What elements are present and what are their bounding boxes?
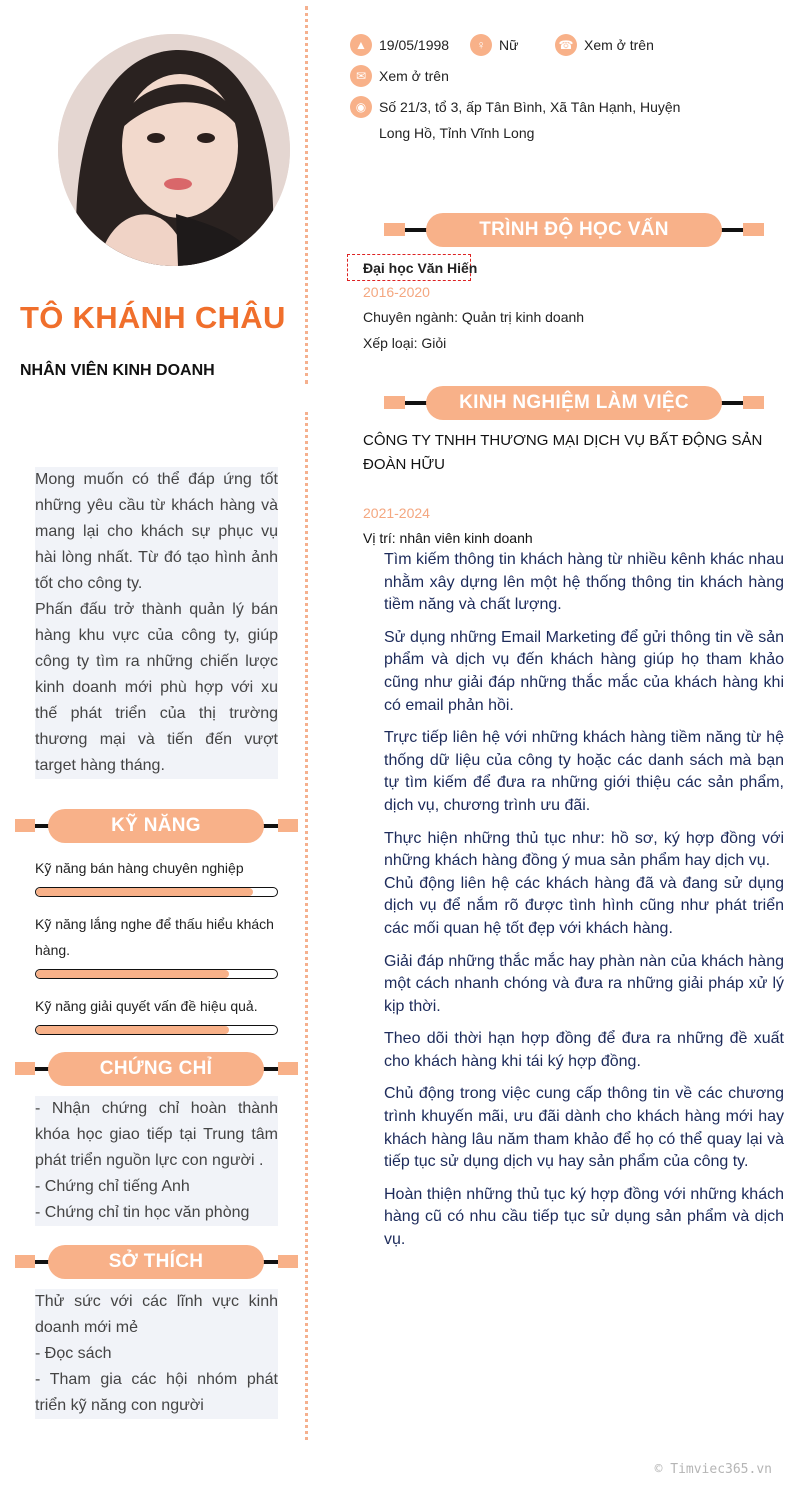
skill-item <box>35 855 278 897</box>
skill-item <box>35 993 278 1035</box>
contact-info <box>350 34 790 154</box>
experience-years: 2021-2024 <box>363 505 430 521</box>
footer-watermark: © Timviec365.vn <box>654 1462 772 1477</box>
hobby-item: - Đọc sách <box>35 1341 278 1367</box>
candidate-position: NHÂN VIÊN KINH DOANH <box>20 362 215 379</box>
skill-level-bar <box>35 887 278 897</box>
skill-level-bar <box>35 1025 278 1035</box>
hobbies-list <box>35 1289 278 1419</box>
avatar <box>58 34 290 266</box>
duty-item: Chủ động liên hệ các khách hàng đã và đang sử dụng dịch vụ để nắm rõ được tình hình cũng như phát triển các mối quan hệ tốt đẹp với khách hàng. <box>384 874 784 937</box>
education-rank: Xếp loại: Giỏi <box>363 335 447 351</box>
career-objective <box>35 467 278 779</box>
address-line-1: Số 21/3, tổ 3, ấp Tân Bình, Xã Tân Hạnh, Huyện <box>379 99 681 115</box>
certificate-item: - Nhận chứng chỉ hoàn thành khóa học giao tiếp tại Trung tâm phát triển nguồn lực con người . <box>35 1096 278 1174</box>
skill-name: Kỹ năng lắng nghe để thấu hiểu khách hàng. <box>35 916 274 958</box>
certificates-list <box>35 1096 278 1226</box>
experience-role: Vị trí: nhân viên kinh doanh <box>363 530 533 546</box>
hobby-item: - Tham gia các hội nhóm phát triển kỹ năng con người <box>35 1367 278 1419</box>
duty-item: Chủ động trong việc cung cấp thông tin về các chương trình khuyến mãi, ưu đãi dành cho khách hàng mới hay khách hàng lâu năm tham khảo để họ có thể quay lại và tiếp tục sử dụng dịch vụ hay sản phẩm của công ty. <box>384 1085 784 1171</box>
duty-item: Trực tiếp liên hệ với những khách hàng tiềm năng từ hệ thống dữ liệu của công ty hoặc các danh sách mà bạn tự tìm kiếm để đưa ra những giới thiệu các sản phẩm, dịch vụ, chương trình ưu đãi. <box>384 729 784 814</box>
candidate-name: TÔ KHÁNH CHÂU <box>20 300 286 335</box>
school-name: Đại học Văn Hiến <box>363 260 478 276</box>
skill-name: Kỹ năng giải quyết vấn đề hiệu quả. <box>35 998 258 1014</box>
duty-item: Theo dõi thời hạn hợp đồng để đưa ra những đề xuất cho khách hàng khi tái ký hợp đồng. <box>384 1030 784 1070</box>
hobbies-title: SỞ THÍCH <box>48 1245 264 1279</box>
hobbies-section-header <box>15 1245 298 1279</box>
certificate-item: - Chứng chỉ tin học văn phòng <box>35 1200 278 1226</box>
gender-icon: ♀ <box>470 34 492 56</box>
skills-list <box>35 855 278 1049</box>
email-value: Xem ở trên <box>379 68 449 84</box>
skill-name: Kỹ năng bán hàng chuyên nghiệp <box>35 860 244 876</box>
address-line-2: Long Hồ, Tỉnh Vĩnh Long <box>379 125 535 141</box>
skills-title: KỸ NĂNG <box>48 809 264 843</box>
birthday-value: 19/05/1998 <box>379 37 450 53</box>
company-name: CÔNG TY TNHH THƯƠNG MẠI DỊCH VỤ BẤT ĐỘNG SẢN ĐOÀN HỮU <box>363 432 763 473</box>
hobby-item: Thử sức với các lĩnh vực kinh doanh mới mẻ <box>35 1289 278 1341</box>
location-icon: ◉ <box>350 96 372 118</box>
duty-item: Tìm kiếm thông tin khách hàng từ nhiều kênh khác nhau nhằm xây dựng lên một hệ thống thông tin khách hàng tiềm năng và chất lượng. <box>384 551 784 614</box>
education-section-header <box>384 213 764 247</box>
experience-section-header <box>384 386 764 420</box>
skill-level-fill <box>36 888 253 896</box>
duty-item: Sử dụng những Email Marketing để gửi thông tin về sản phẩm và dịch vụ đến khách hàng giúp họ tham khảo cũng như giải đáp những thắc mắc của khách hàng khi có email phản hồi. <box>384 628 784 714</box>
duty-item: Hoàn thiện những thủ tục ký hợp đồng với những khách hàng cũ có nhu cầu tiếp tục sử dụng sản phẩm và dịch vụ. <box>384 1185 784 1249</box>
experience-title: KINH NGHIỆM LÀM VIỆC <box>426 386 722 420</box>
divider-top <box>305 6 308 384</box>
mail-icon: ✉ <box>350 65 372 87</box>
duties-list <box>384 549 784 1252</box>
certificates-section-header <box>15 1052 298 1086</box>
gender-value: Nữ <box>499 37 519 53</box>
skill-level-fill <box>36 970 229 978</box>
duty-item: Thực hiện những thủ tục như: hồ sơ, ký hợp đồng với những khách hàng đồng ý mua sản phẩm hay dịch vụ. <box>384 829 784 870</box>
objective-paragraph-1: Mong muốn có thể đáp ứng tốt những yêu cầu từ khách hàng và mang lại cho khách sự phục vụ hài lòng nhất. Từ đó tạo hình ảnh tốt cho công ty. <box>35 467 278 597</box>
duty-item: Giải đáp những thắc mắc hay phàn nàn của khách hàng một cách nhanh chóng và đưa ra những giải pháp xử lý kịp thời. <box>384 952 784 1015</box>
skill-item <box>35 911 278 979</box>
skills-section-header <box>15 809 298 843</box>
divider-bottom <box>305 412 308 1440</box>
education-major: Chuyên ngành: Quản trị kinh doanh <box>363 309 585 325</box>
certificate-item: - Chứng chỉ tiếng Anh <box>35 1174 278 1200</box>
phone-icon: ☎ <box>555 34 577 56</box>
education-title: TRÌNH ĐỘ HỌC VẤN <box>426 213 722 247</box>
cake-icon: ▲ <box>350 34 372 56</box>
skill-level-fill <box>36 1026 229 1034</box>
objective-paragraph-2: Phấn đấu trở thành quản lý bán hàng khu vực của công ty, giúp công ty tìm ra những chiến lược kinh doanh mới phù hợp với xu thế phát triển của thị trường thương mại và tiến đến vượt target hàng tháng. <box>35 597 278 779</box>
skill-level-bar <box>35 969 278 979</box>
certificates-title: CHỨNG CHỈ <box>48 1052 264 1086</box>
phone-value: Xem ở trên <box>584 37 654 53</box>
education-years: 2016-2020 <box>363 284 430 300</box>
